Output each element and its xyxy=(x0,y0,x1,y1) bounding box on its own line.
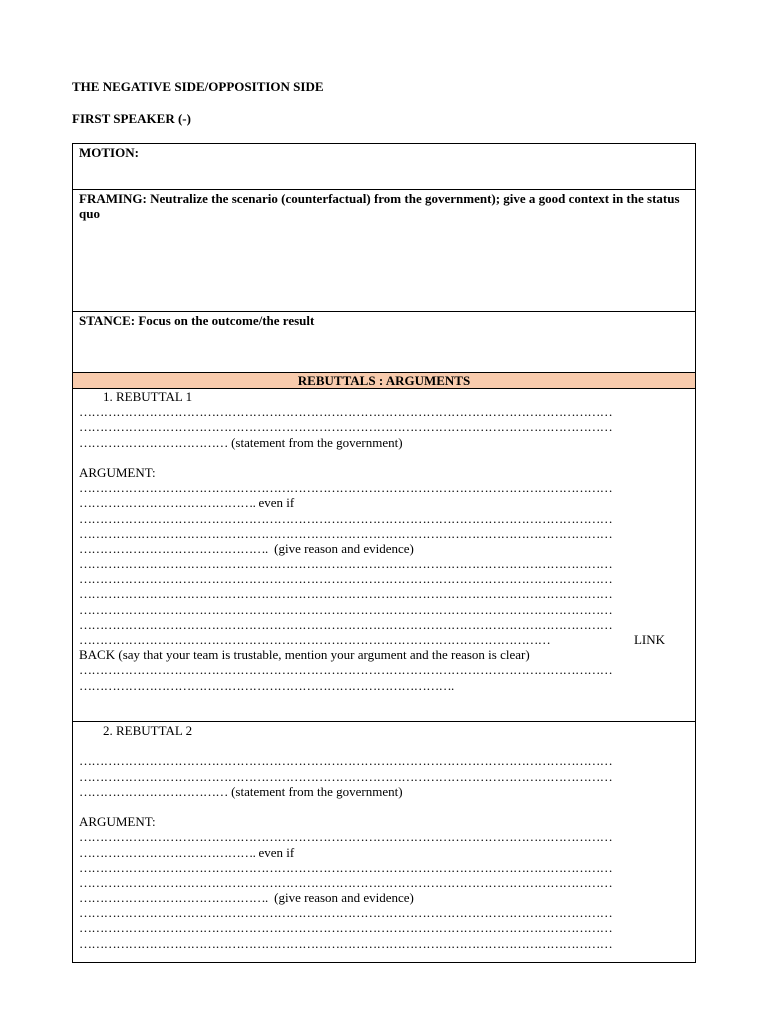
rebuttal-1-statement: (statement from the government) xyxy=(231,434,403,450)
stance-cell[interactable] xyxy=(73,312,695,373)
dotted-line: ……………………………………. xyxy=(79,844,256,860)
dotted-line: ………………………………………………………………………………………………………………… xyxy=(79,586,613,602)
dotted-line: ………………………………………………………………………………………………………………… xyxy=(79,404,613,420)
rebuttal-1-link: LINK xyxy=(633,632,665,647)
rebuttal-1-argument-label: ARGUMENT: xyxy=(79,464,156,480)
dotted-line: ………………………………………………………………………………. xyxy=(79,677,454,693)
speech-form-table xyxy=(72,143,696,963)
dotted-line: ………………………………………………………………………………………………………………… xyxy=(79,525,613,541)
dotted-line: …………………………………………………………………………………………………… xyxy=(79,632,551,647)
rebuttal-1-link-back-instruction: BACK (say that your team is trustable, mention your argument and the reason is clear) xyxy=(79,647,530,663)
dotted-line: ………………………………………………………………………………………………………………… xyxy=(79,419,613,435)
dotted-line: ………………………………………………………………………………………………………………… xyxy=(79,510,613,526)
dotted-line: ……………………………… xyxy=(79,783,228,799)
dotted-line: ………………………………………………………………………………………………………………… xyxy=(79,480,613,496)
page-title: THE NEGATIVE SIDE/OPPOSITION SIDE xyxy=(72,79,324,94)
dotted-line: ………………………………………………………………………………………………………………… xyxy=(79,768,613,784)
rebuttal-2-argument-label: ARGUMENT: xyxy=(79,814,156,830)
stance-label: STANCE: Focus on the outcome/the result xyxy=(79,313,315,328)
rebuttal-2-cell[interactable] xyxy=(73,722,695,962)
framing-label: FRAMING: Neutralize the scenario (counterfactual) from the government); give a good context in the status quo xyxy=(79,191,680,221)
dotted-line: ………………………………………………………………………………………………………………… xyxy=(79,662,613,678)
dotted-line: ………………………………………. xyxy=(79,890,268,906)
rebuttal-2-title: 2. REBUTTAL 2 xyxy=(103,723,193,738)
rebuttal-2-reason: (give reason and evidence) xyxy=(274,890,414,906)
dotted-line: ………………………………………………………………………………………………………………… xyxy=(79,571,613,587)
speaker-title: FIRST SPEAKER (-) xyxy=(72,111,191,126)
dotted-line: ……………………………………. xyxy=(79,495,256,511)
dotted-line: ……………………………… xyxy=(79,434,228,450)
rebuttals-arguments-header: REBUTTALS : ARGUMENTS xyxy=(73,373,695,389)
rebuttal-1-title: 1. REBUTTAL 1 xyxy=(103,389,193,404)
motion-cell[interactable] xyxy=(73,144,695,190)
dotted-line: ………………………………………………………………………………………………………………… xyxy=(79,616,613,632)
rebuttal-1-cell[interactable] xyxy=(73,389,695,722)
framing-cell[interactable] xyxy=(73,190,695,312)
dotted-line: ………………………………………………………………………………………………………………… xyxy=(79,601,613,617)
dotted-line: ………………………………………………………………………………………………………………… xyxy=(79,556,613,572)
dotted-line: ………………………………………………………………………………………………………………… xyxy=(79,935,613,951)
rebuttal-1-even-if: even if xyxy=(258,495,295,511)
dotted-line: ………………………………………………………………………………………………………………… xyxy=(79,859,613,875)
dotted-line: ………………………………………………………………………………………………………………… xyxy=(79,829,613,845)
rebuttal-1-reason: (give reason and evidence) xyxy=(274,540,414,556)
motion-label: MOTION: xyxy=(79,145,139,160)
dotted-line: ………………………………………………………………………………………………………………… xyxy=(79,905,613,921)
dotted-line: ………………………………………………………………………………………………………………… xyxy=(79,874,613,890)
dotted-line: ………………………………………………………………………………………………………………… xyxy=(79,753,613,769)
dotted-line: ………………………………………. xyxy=(79,540,268,556)
dotted-line: ………………………………………………………………………………………………………………… xyxy=(79,920,613,936)
rebuttal-2-statement: (statement from the government) xyxy=(231,783,403,799)
rebuttal-2-even-if: even if xyxy=(258,844,295,860)
